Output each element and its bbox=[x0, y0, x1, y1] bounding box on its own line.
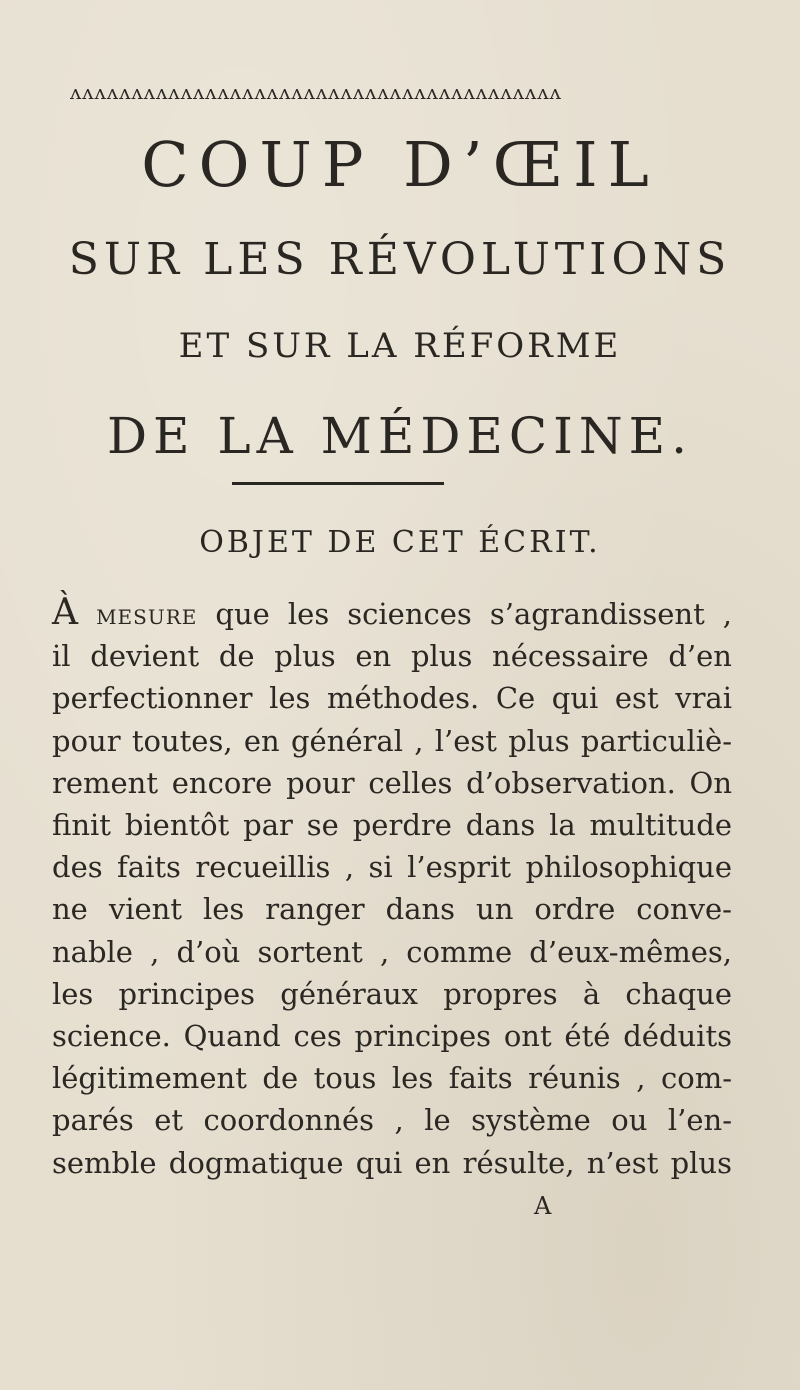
paragraph-line: ne vient les ranger dans un ordre conve- bbox=[52, 892, 732, 927]
section-heading: OBJET DE CET ÉCRIT. bbox=[199, 525, 601, 560]
paragraph-line bbox=[52, 592, 732, 635]
paragraph-line: parés et coordonnés , le système ou l’en- bbox=[52, 1103, 732, 1138]
paragraph-line: pour toutes, en général , l’est plus particuliè- bbox=[52, 723, 732, 758]
ornamental-border: ᴧᴧᴧᴧᴧᴧᴧᴧᴧᴧᴧᴧᴧᴧᴧᴧᴧᴧᴧᴧᴧᴧᴧᴧᴧᴧᴧᴧᴧᴧᴧᴧᴧᴧᴧᴧᴧᴧᴧᴧ bbox=[70, 80, 562, 102]
paragraph-line: des faits recueillis , si l’esprit philosophique bbox=[52, 850, 732, 885]
line-1-rest: que les sciences s’agrandissent , bbox=[197, 597, 733, 631]
title-line-1: COUP D’ŒIL bbox=[141, 128, 659, 201]
catchword: A bbox=[534, 1192, 552, 1220]
paragraph-line: il devient de plus en plus nécessaire d’en bbox=[52, 639, 732, 674]
drop-cap: À bbox=[52, 592, 78, 633]
paragraph-line: finit bientôt par se perdre dans la multitude bbox=[52, 808, 732, 843]
paragraph-line: les principes généraux propres à chaque bbox=[52, 976, 732, 1011]
paragraph-line: semble dogmatique qui en résulte, n’est plus bbox=[52, 1145, 732, 1180]
title-line-4: DE LA MÉDECINE. bbox=[106, 407, 694, 465]
paragraph-line: nable , d’où sortent , comme d’eux-mêmes, bbox=[52, 934, 732, 969]
paragraph-line: légitimement de tous les faits réunis , com- bbox=[52, 1061, 732, 1096]
title-line-2: SUR LES RÉVOLUTIONS bbox=[68, 234, 732, 285]
first-word: mesure bbox=[96, 597, 198, 631]
paragraph-line: science. Quand ces principes ont été déduits bbox=[52, 1019, 732, 1054]
body-paragraph bbox=[52, 592, 732, 1184]
paragraph-line: rement encore pour celles d’observation. On bbox=[52, 765, 732, 800]
separator-rule bbox=[232, 482, 444, 485]
paragraph-line: perfectionner les méthodes. Ce qui est vrai bbox=[52, 681, 732, 716]
title-line-3: ET SUR LA RÉFORME bbox=[178, 326, 622, 366]
